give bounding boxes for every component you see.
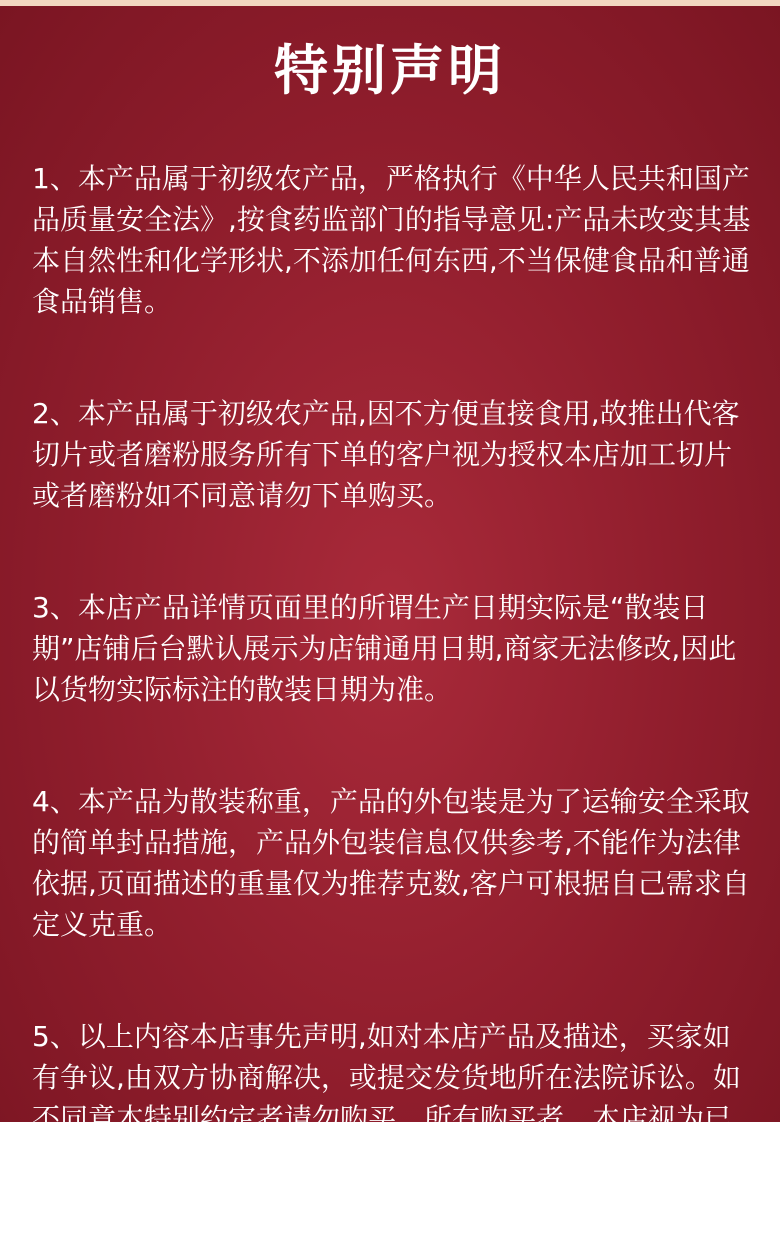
notice-item-2: 2、本产品属于初级农产品,因不方便直接食用,故推出代客切片或者磨粉服务所有下单的客户视为授权本店加工切片或者磨粉如不同意请勿下单购买。	[32, 397, 740, 512]
notice-item-3: 3、本店产品详情页面里的所谓生产日期实际是“散装日期”店铺后台默认展示为店铺通用日期,商家无法修改,因此以货物实际标注的散装日期为准。	[32, 591, 737, 706]
page-title: 特别声明	[274, 39, 506, 102]
notice-item-1: 1、本产品属于初级农产品，严格执行《中华人民共和国产品质量安全法》,按食药监部门的指导意见:产品未改变其基本自然性和化学形状,不添加任何东西,不当保健食品和普通食品销售。	[32, 162, 751, 318]
top-divider-strip	[0, 0, 780, 6]
notice-list	[32, 158, 752, 1251]
notice-item-5: 5、以上内容本店事先声明,如对本店产品及描述，买家如有争议,由双方协商解决，或提交发货地所在法院诉讼。如不同意本特别约定者请勿购买。所有购买者，本店视为已同意约定。	[32, 1020, 741, 1176]
notice-item-4: 4、本产品为散装称重，产品的外包装是为了运输安全采取的简单封品措施，产品外包装信息仅供参考,不能作为法律依据,页面描述的重量仅为推荐克数,客户可根据自己需求自定义克重。	[32, 785, 750, 941]
